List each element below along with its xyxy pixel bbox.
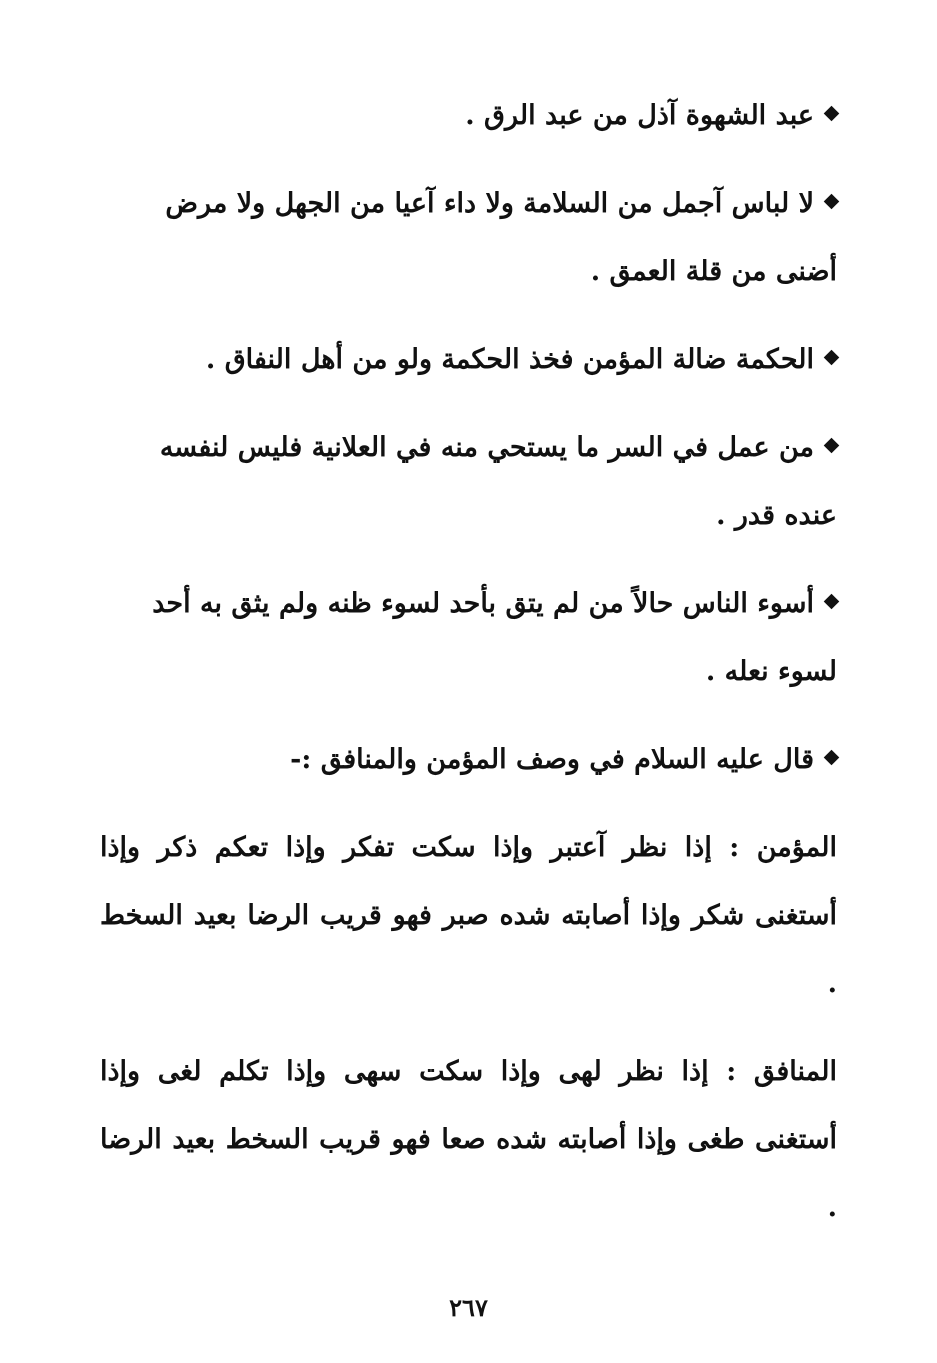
bullet-item bbox=[100, 82, 837, 150]
bullet-text: قال عليه السلام في وصف المؤمن والمنافق :- bbox=[290, 744, 814, 775]
bullet-item bbox=[100, 726, 837, 794]
hypocrite-paragraph: المنافق : إذا نظر لهى وإذا سكت سهى وإذا تكلم لغى وإذا أستغنى طغى وإذا أصابته شده صعا فهو قريب السخط بعيد الرضا . bbox=[100, 1056, 837, 1223]
bullet-item bbox=[100, 170, 837, 306]
bullet-text: من عمل في السر ما يستحي منه في العلانية فليس لنفسه عنده قدر . bbox=[159, 432, 837, 531]
diamond-bullet-icon bbox=[824, 594, 840, 610]
believer-paragraph: المؤمن : إذا نظر آعتبر وإذا سكت تفكر وإذا تعكم ذكر وإذا أستغنى شكر وإذا أصابته شده صبر فهو قريب الرضا بعيد السخط . bbox=[100, 832, 837, 999]
diamond-bullet-icon bbox=[824, 438, 840, 454]
bullet-text: عبد الشهوة آذل من عبد الرق . bbox=[465, 100, 814, 131]
bullet-item bbox=[100, 570, 837, 706]
bullet-text: أسوء الناس حالاً من لم يتق بأحد لسوء ظنه ولم يثق به أحد لسوء نعله . bbox=[152, 588, 837, 687]
diamond-bullet-icon bbox=[824, 194, 840, 210]
diamond-bullet-icon bbox=[824, 750, 840, 766]
bullet-text: لا لباس آجمل من السلامة ولا داء آعيا من الجهل ولا مرض أضنى من قلة العمق . bbox=[165, 188, 837, 287]
page-number: ٢٦٧ bbox=[449, 1293, 488, 1322]
diamond-bullet-icon bbox=[824, 106, 840, 122]
page-body bbox=[100, 82, 837, 1262]
diamond-bullet-icon bbox=[824, 350, 840, 366]
bullet-text: الحكمة ضالة المؤمن فخذ الحكمة ولو من أهل النفاق . bbox=[205, 344, 814, 375]
bullet-item bbox=[100, 414, 837, 550]
bullet-item bbox=[100, 326, 837, 394]
